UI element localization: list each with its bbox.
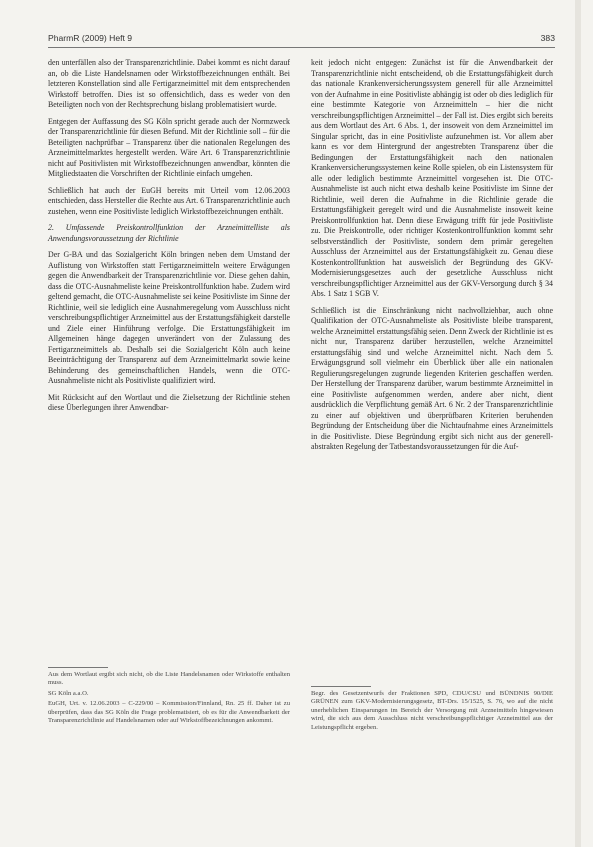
footnote-separator [311, 686, 371, 687]
footnote: Begr. des Gesetzentwurfs der Fraktionen SPD, CDU/CSU und BÜNDNIS 90/DIE GRÜNEN zum GKV-Modernisierungsgesetz, BT-Drs. 15/1525, S. 76, wo auf die nicht unerheblichen Einsparungen im Bereich der Versorgung mit Arzneimitteln hingewiesen wird, die sich aus dem Ausschluss nicht verschreibungspflichtiger Arzneimittel aus der Leistungspflicht ergeben. [311, 690, 553, 731]
right-column [311, 58, 553, 459]
page-edge-shadow [575, 0, 581, 847]
left-footnotes [48, 671, 290, 727]
paragraph: den unterfällen also der Transparenzrichtlinie. Dabei kommt es nicht darauf an, ob die Liste Handelsnamen oder Wirkstoffbezeichnungen enthält. Bei letzteren Konstellation sind alle Fertigarzneimittel mit dem entsprechenden Wirkstoff betroffen. Dies ist so offensichtlich, dass es weder von den Beteiligten noch von der Rechtsprechung bislang problematisiert wurde. [48, 58, 290, 109]
paragraph: Mit Rücksicht auf den Wortlaut und die Zielsetzung der Richtlinie stehen diese Überlegungen ihrer Anwendbar- [48, 392, 290, 412]
paragraph: Der G-BA und das Sozialgericht Köln bringen neben dem Umstand der Auflistung von Wirkstoffen statt Fertigarzneimitteln weitere Erwägungen gegen die Anwendbarkeit der Transparenzrichtlinie vor. Diese gehen dahin, dass die OTC-Ausnahmeliste keine Preiskontrollfunktion habe. Zudem wird geltend gemacht, die OTC-Ausnahmeliste sei keine Positivliste im Sinne der Richtlinie, weil sie lediglich eine Ausnahmeregelung vom Ausschluss nicht verschreibungspflichtiger Arzneimittel aus der Erstattungsfähigkeit darstelle und Ziele einer Hinführung verfolge. Die Erstattungsfähigkeit im Allgemeinen hänge dagegen unverändert von der Zulassung des Fertigarzneimittels ab. Deshalb sei die Sozialgericht Köln auch keine Beeinträchtigung der Transparenz auf dem Arzneimittelmarkt sowie keine Behinderung des gemeinschaftlichen Handels, wenn die OTC-Ausnahmeliste nicht als Positivliste qualifiziert wird. [48, 250, 290, 385]
paragraph: Entgegen der Auffassung des SG Köln spricht gerade auch der Normzweck der Transparenzrichtlinie für diesen Befund. Mit der Richtlinie soll – für die Beteiligten nachprüfbar – Transparenz über die nationalen Regelungen des Arzneimittelmarktes hergestellt werden. Wäre Art. 6 Transparenzrichtlinie nicht auf Positivlisten mit Wirkstoffbezeichnungen anwendbar, könnten die Mitgliedstaaten die Vorschriften der Richtlinie einfach umgehen. [48, 116, 290, 178]
section-heading: 2. Umfassende Preiskontrollfunktion der Arzneimittelliste als Anwendungsvoraussetzung der Richtlinie [48, 223, 290, 243]
footnote-separator [48, 667, 108, 668]
page-header [48, 33, 555, 48]
footnote: Aus dem Wortlaut ergibt sich nicht, ob die Liste Handelsnamen oder Wirkstoffe enthalten muss. [48, 671, 290, 687]
paragraph: Schließlich ist die Einschränkung nicht nachvollziehbar, auch ohne Qualifikation der OTC-Ausnahmeliste als Positivliste bleibe transparent, welche Arzneimittel erstattungsfähig seien. Denn Zweck der Richtlinie ist es nicht nur, Transparenz darüber herzustellen, welche Arzneimittel erstattungsfähig sind und welche Arzneimittel nicht. Nach dem 5. Erwägungsgrund soll vielmehr ein Überblick über alle ein nationalen Regulierungsregelungen zugrunde liegenden Kriterien geschaffen werden. Der Herstellung der Transparenz darüber, warum bestimmte Arzneimittel in eine Positivliste aufgenommen werden, andere aber nicht, dient ausdrücklich die Verpflichtung gemäß Art. 6 Nr. 2 der Transparenzrichtlinie zu einer auf objektiven und überprüfbaren Kriterien beruhenden Begründung der Entscheidung über die Nichtaufnahme eines Arzneimittels in die Positivliste. Diese Begründung ergibt sich nicht aus der generell-abstrakten Regelung der Tatbestandsvoraussetzungen für die Auf- [311, 305, 553, 451]
journal-name: PharmR (2009) Heft 9 [48, 33, 133, 43]
left-column [48, 58, 290, 420]
page-number: 383 [540, 33, 555, 43]
right-footnotes [311, 690, 553, 734]
footnote: SG Köln a.a.O. [48, 689, 89, 697]
paragraph: Schließlich hat auch der EuGH bereits mit Urteil vom 12.06.2003 entschieden, dass Hersteller die Rechte aus Art. 6 Transparenzrichtlinie auch zustehen, wenn eine Positivliste lediglich Wirkstoffbezeichnungen enthält. [48, 185, 290, 216]
footnote: EuGH, Urt. v. 12.06.2003 – C-229/00 – Kommission/Finnland, Rn. 25 ff. Daher ist zu überprüfen, dass das SG Köln die Frage problematisiert, ob es für die Anwendbarkeit der Transparenzrichtlinie auf Handelsnamen oder auf Wirkstoffbezeichnungen ankommt. [48, 700, 290, 725]
paragraph: keit jedoch nicht entgegen: Zunächst ist für die Anwendbarkeit der Transparenzrichtlinie nicht entscheidend, ob die Erstattungsfähigkeit durch das nationale Krankenversicherungssystem generell für alle Arzneimittel von der Aufnahme in eine Positivliste abhängig ist oder ob dies lediglich für eine bestimmte Kategorie von Arzneimitteln – hier die nicht verschreibungspflichtigen Arzneimittel – der Fall ist. Dies ergibt sich bereits aus dem Wortlaut des Art. 6 Abs. 1, der insoweit von dem Arzneimittel im Singular spricht, das in eine Positivliste aufzunehmen ist. Vor allem aber kann es vor dem Hintergrund der angestrebten Transparenz über die Bedingungen der Erstattungsfähigkeit nach den nationalen Krankenversicherungssystemen keine Rolle spielen, ob ein Listensystem für alle oder lediglich bestimmte Arzneimittel vorgesehen ist. Die OTC-Ausnahmeliste ist auch nicht etwa deshalb keine Positivliste im Sinne der Richtlinie, weil deren die Aufnahme in die Richtlinie gerade die Erstattungsfähigkeit geregelt wird und die Ausnahmeliste insoweit keine Preiskontrollfunktion hat. Denn diese Erwägung trifft für jede Positivliste zu. Die Preiskontrolle, oder richtiger Kostenkontrollfunktion kommt sehr selbstverständlich der Positivliste, sondern dem primär geregelten Ausschluss der Arzneimittel aus der Erstattungsfähigkeit zu. Genau diese Kostenkontrollfunktion hat ausweislich der Begründung des GKV-Modernisierungsgesetzes auch der gesetzliche Ausschluss nicht verschreibungspflichtiger Arzneimittel aus der GKV-Versorgung durch § 34 Abs. 1 Satz 1 SGB V. [311, 58, 553, 298]
